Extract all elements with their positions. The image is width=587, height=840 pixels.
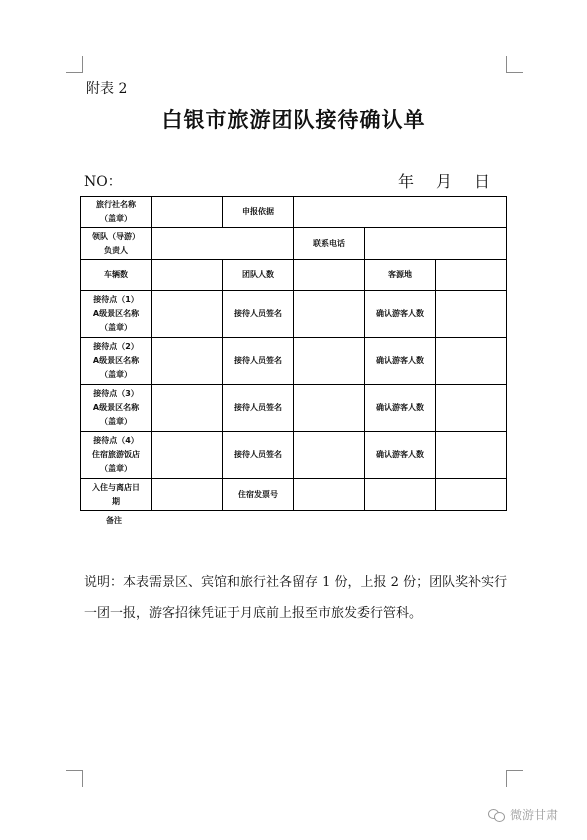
- month-label: 月: [436, 172, 453, 191]
- reception-point-1-field[interactable]: [152, 291, 223, 338]
- empty-cell[interactable]: [436, 479, 507, 511]
- staff-signature-field[interactable]: [294, 338, 365, 385]
- vehicle-count-field[interactable]: [152, 260, 223, 291]
- confirm-count-label: 确认游客人数: [365, 338, 436, 385]
- crop-mark-bottom-right: [506, 770, 523, 787]
- guide-label: [81, 228, 152, 260]
- cell-line: 接待点（4）: [93, 436, 139, 445]
- reception-point-2-label: [81, 338, 152, 385]
- cell-line: 负责人: [104, 245, 128, 255]
- crop-mark-bottom-left: [66, 770, 83, 787]
- watermark-text: 微游甘肃: [510, 808, 559, 822]
- invoice-number-field[interactable]: [294, 479, 365, 511]
- cell-line: 旅行社名称: [96, 200, 136, 209]
- confirm-count-field[interactable]: [436, 291, 507, 338]
- checkin-checkout-label: [81, 479, 152, 511]
- table-row: [81, 338, 507, 385]
- invoice-number-label: 住宿发票号: [223, 479, 294, 511]
- table-row: [81, 260, 507, 291]
- crop-mark-top-right: [506, 56, 523, 73]
- confirm-count-label: 确认游客人数: [365, 432, 436, 479]
- vehicle-count-label: 车辆数: [81, 260, 152, 291]
- cell-line: 期: [112, 496, 120, 506]
- cell-line: 接待点（3）: [93, 389, 139, 398]
- cell-line: 住宿旅游饭店: [92, 450, 140, 459]
- group-size-field[interactable]: [294, 260, 365, 291]
- staff-signature-label: 接待人员签名: [223, 291, 294, 338]
- contact-phone-label: 联系电话: [294, 228, 365, 260]
- staff-signature-field[interactable]: [294, 432, 365, 479]
- confirm-count-field[interactable]: [436, 432, 507, 479]
- checkin-checkout-field[interactable]: [152, 479, 223, 511]
- confirm-count-field[interactable]: [436, 385, 507, 432]
- report-basis-field[interactable]: [294, 197, 507, 228]
- date-line: [398, 169, 490, 192]
- confirm-count-field[interactable]: [436, 338, 507, 385]
- table-row: [81, 385, 507, 432]
- table-row: [81, 479, 507, 511]
- appendix-label: 附表 2: [86, 81, 128, 97]
- reception-point-4-label: [81, 432, 152, 479]
- tourist-source-label: 客源地: [365, 260, 436, 291]
- reception-point-4-field[interactable]: [152, 432, 223, 479]
- cell-line: （盖章）: [100, 370, 132, 379]
- cell-line: （盖章）: [100, 417, 132, 426]
- report-basis-label: 申报依据: [223, 197, 294, 228]
- reception-point-2-field[interactable]: [152, 338, 223, 385]
- page-title: 白银市旅游团队接待确认单: [161, 107, 426, 132]
- group-size-label: 团队人数: [223, 260, 294, 291]
- staff-signature-field[interactable]: [294, 385, 365, 432]
- contact-phone-field[interactable]: [365, 228, 507, 260]
- reception-point-1-label: [81, 291, 152, 338]
- table-row: [81, 432, 507, 479]
- table-row: [81, 291, 507, 338]
- cell-line: 领队（导游）: [92, 231, 140, 241]
- staff-signature-label: 接待人员签名: [223, 385, 294, 432]
- staff-signature-field[interactable]: [294, 291, 365, 338]
- cell-line: 接待点（2）: [93, 342, 139, 351]
- confirm-count-label: 确认游客人数: [365, 291, 436, 338]
- cell-line: A级景区名称: [92, 309, 140, 318]
- confirm-count-label: 确认游客人数: [365, 385, 436, 432]
- cell-line: A级景区名称: [92, 356, 140, 365]
- table-row: [81, 197, 507, 228]
- cell-line: A级景区名称: [92, 403, 140, 412]
- table-row: [81, 228, 507, 260]
- staff-signature-label: 接待人员签名: [223, 432, 294, 479]
- chat-bubble-icon: [488, 808, 506, 822]
- agency-name-label: [81, 197, 152, 228]
- reception-point-3-label: [81, 385, 152, 432]
- crop-mark-top-left: [66, 56, 83, 73]
- cell-line: （盖章）: [100, 323, 132, 332]
- cell-line: （盖章）: [100, 214, 132, 223]
- confirmation-form-table: [80, 196, 507, 511]
- cell-line: 接待点（1）: [93, 295, 139, 304]
- year-label: 年: [398, 172, 415, 191]
- agency-name-field[interactable]: [152, 197, 223, 228]
- form-number-label: NO：: [84, 174, 122, 190]
- reception-point-3-field[interactable]: [152, 385, 223, 432]
- remarks-label: 备注: [106, 516, 122, 525]
- watermark: [488, 806, 558, 823]
- explanation-note: 说明：本表需景区、宾馆和旅行社各留存 1 份，上报 2 份；团队奖补实行一团一报，游客招徕凭证于月底前上报至市旅发委行管科。: [84, 575, 508, 621]
- guide-field[interactable]: [152, 228, 294, 260]
- tourist-source-field[interactable]: [436, 260, 507, 291]
- empty-cell[interactable]: [365, 479, 436, 511]
- cell-line: 入住与离店日: [92, 482, 140, 492]
- cell-line: （盖章）: [100, 464, 132, 473]
- staff-signature-label: 接待人员签名: [223, 338, 294, 385]
- day-label: 日: [474, 172, 491, 191]
